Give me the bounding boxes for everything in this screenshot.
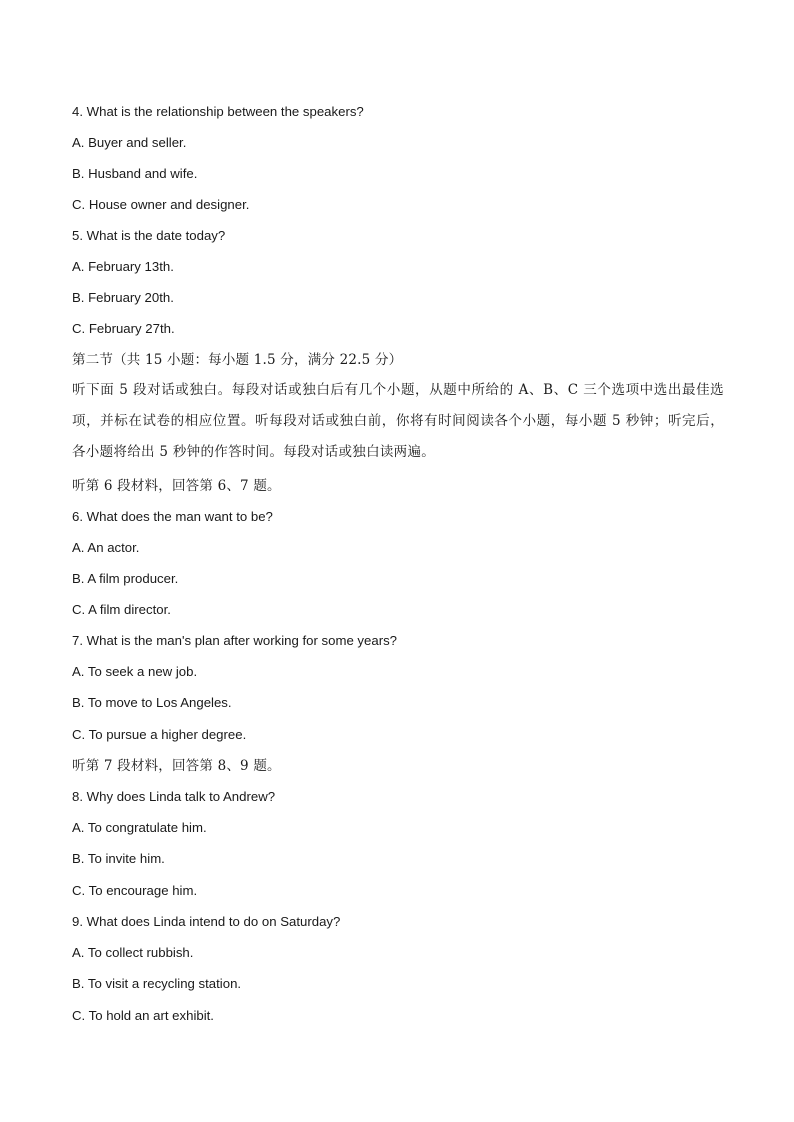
question-7-option-b: B. To move to Los Angeles.: [72, 695, 232, 710]
question-6-option-c: C. A film director.: [72, 602, 171, 617]
question-8-stem: 8. Why does Linda talk to Andrew?: [72, 789, 276, 804]
question-8-option-a: A. To congratulate him.: [72, 820, 207, 835]
question-6-option-a: A. An actor.: [72, 540, 140, 555]
question-5-stem: 5. What is the date today?: [72, 228, 226, 243]
question-8-option-c: C. To encourage him.: [72, 883, 198, 898]
material-6-instruction: 听第 6 段材料，回答第 6、7 题。: [72, 478, 281, 494]
question-6-option-b: B. A film producer.: [72, 571, 179, 586]
question-9-option-b: B. To visit a recycling station.: [72, 976, 242, 991]
question-9-option-c: C. To hold an art exhibit.: [72, 1008, 214, 1023]
question-9-option-a: A. To collect rubbish.: [72, 945, 194, 960]
material-7-instruction: 听第 7 段材料，回答第 8、9 题。: [72, 758, 281, 774]
question-4-option-b: B. Husband and wife.: [72, 166, 198, 181]
question-9-stem: 9. What does Linda intend to do on Saturday?: [72, 914, 341, 929]
question-4-option-a: A. Buyer and seller.: [72, 135, 187, 150]
section-2-heading: 第二节（共 15 小题：每小题 1.5 分，满分 22.5 分）: [72, 352, 403, 368]
question-5-option-b: B. February 20th.: [72, 290, 174, 305]
question-5-option-a: A. February 13th.: [72, 259, 174, 274]
question-6-stem: 6. What does the man want to be?: [72, 509, 273, 524]
question-4-option-c: C. House owner and designer.: [72, 197, 250, 212]
question-5-option-c: C. February 27th.: [72, 321, 175, 336]
question-7-stem: 7. What is the man's plan after working for some years?: [72, 633, 398, 648]
question-7-option-a: A. To seek a new job.: [72, 664, 198, 679]
question-7-option-c: C. To pursue a higher degree.: [72, 727, 247, 742]
section-2-instructions: 听下面 5 段对话或独白。每段对话或独白后有几个小题，从题中所给的 A、B、C 三个选项中选出最佳选项，并标在试卷的相应位置。听每段对话或独白前，你将有时间阅读各个小题，每小题 5 秒钟；听完后，各小题将给出 5 秒钟的作答时间。每段对话或独白读两遍。: [72, 382, 724, 460]
question-4-stem: 4. What is the relationship between the speakers?: [72, 104, 364, 119]
question-8-option-b: B. To invite him.: [72, 851, 165, 866]
